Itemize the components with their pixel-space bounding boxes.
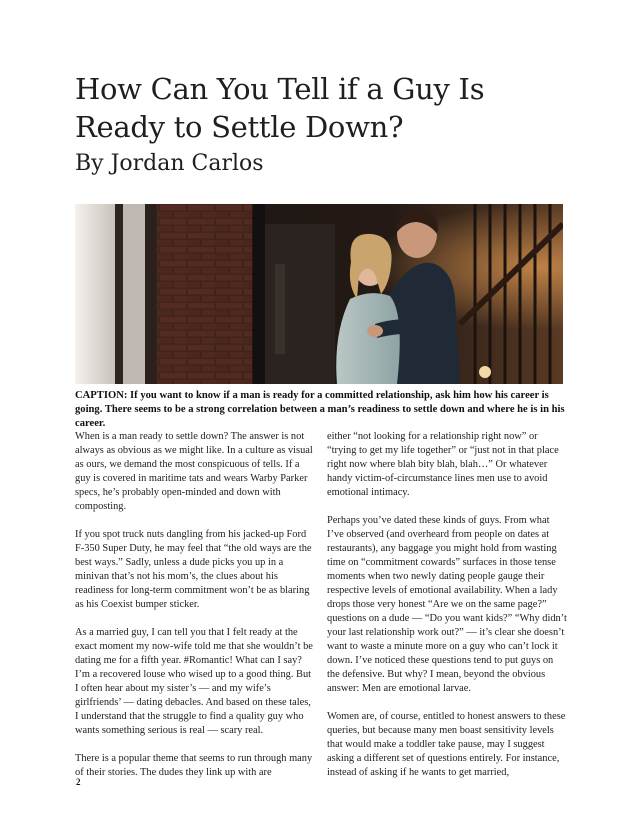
article-title: How Can You Tell if a Guy Is Ready to Settle Down? xyxy=(75,72,485,144)
paragraph: If you spot truck nuts dangling from his jacked-up Ford F-350 Super Duty, he may feel that “the old ways are the best ways.” Sadly, unless a dude picks you up in a minivan that’s not his mom’s, the clues about his readiness for long-term commitment won’t be as blaring as his Coexist bumper sticker. xyxy=(75,529,312,610)
paragraph: There is a popular theme that seems to run through many of their stories. The dudes they link up with are xyxy=(75,753,313,778)
couple-photo xyxy=(75,204,563,384)
page-number: 2 xyxy=(76,777,81,787)
paragraph: As a married guy, I can tell you that I felt ready at the exact moment my now-wife told me that she wouldn’t be dating me for a fifth year. #Romantic! What can I say? I’m a recovered louse who wised up to a good thing. But I often hear about my sister’s — and my wife’s girlfriends’ — dating debacles. And based on these tales, I understand that the struggle to find a quality guy who wants something serious is real — scary real. xyxy=(75,627,313,736)
article-column-right xyxy=(327,430,567,794)
paragraph: When is a man ready to settle down? The answer is not always as obvious as we might like. In a culture as visual as ours, we demand the most conspicuous of tells. If a guy is covered in maritime tats and wears Warby Parker specs, he’s probably open-minded and down with composting. xyxy=(75,431,313,512)
article-byline: By Jordan Carlos xyxy=(75,151,264,176)
paragraph: Perhaps you’ve dated these kinds of guys. From what I’ve observed (and overheard from people on dates at restaurants), any baggage you might hold from wasting time on “commitment cowards” surfaces in those tense moments when two newly dating people gauge their respective levels of emotional availability. When a lady drops those very honest “Are we on the same page?” questions on a dude — “Do you want kids?” “Why didn’t your last relationship work out?” — it’s clear she doesn’t want to waste a minute more on a guy who can’t lock it down. I’ve noticed these questions tend to put guys on the defensive. But why? I mean, beyond the obvious answer: Men are emotional larvae. xyxy=(327,515,567,694)
paragraph: Women are, of course, entitled to honest answers to these queries, but because many men boast sensitivity levels that would make a toddler take pause, may I suggest asking a different set of questions entirely. For instance, instead of asking if he wants to get married, xyxy=(327,711,566,778)
article-column-left xyxy=(75,430,315,794)
paragraph: either “not looking for a relationship right now” or “trying to get my life together” or “just not in that place right now where blah bity blah, blah…” Or whatever handy victim-of-circumstance lines men use to avoid emotional intimacy. xyxy=(327,431,559,498)
photo-caption: CAPTION: If you want to know if a man is ready for a committed relationship, ask him how his career is going. There seems to be a strong correlation between a man’s readiness to settle down and where he is in his career. xyxy=(75,390,565,429)
